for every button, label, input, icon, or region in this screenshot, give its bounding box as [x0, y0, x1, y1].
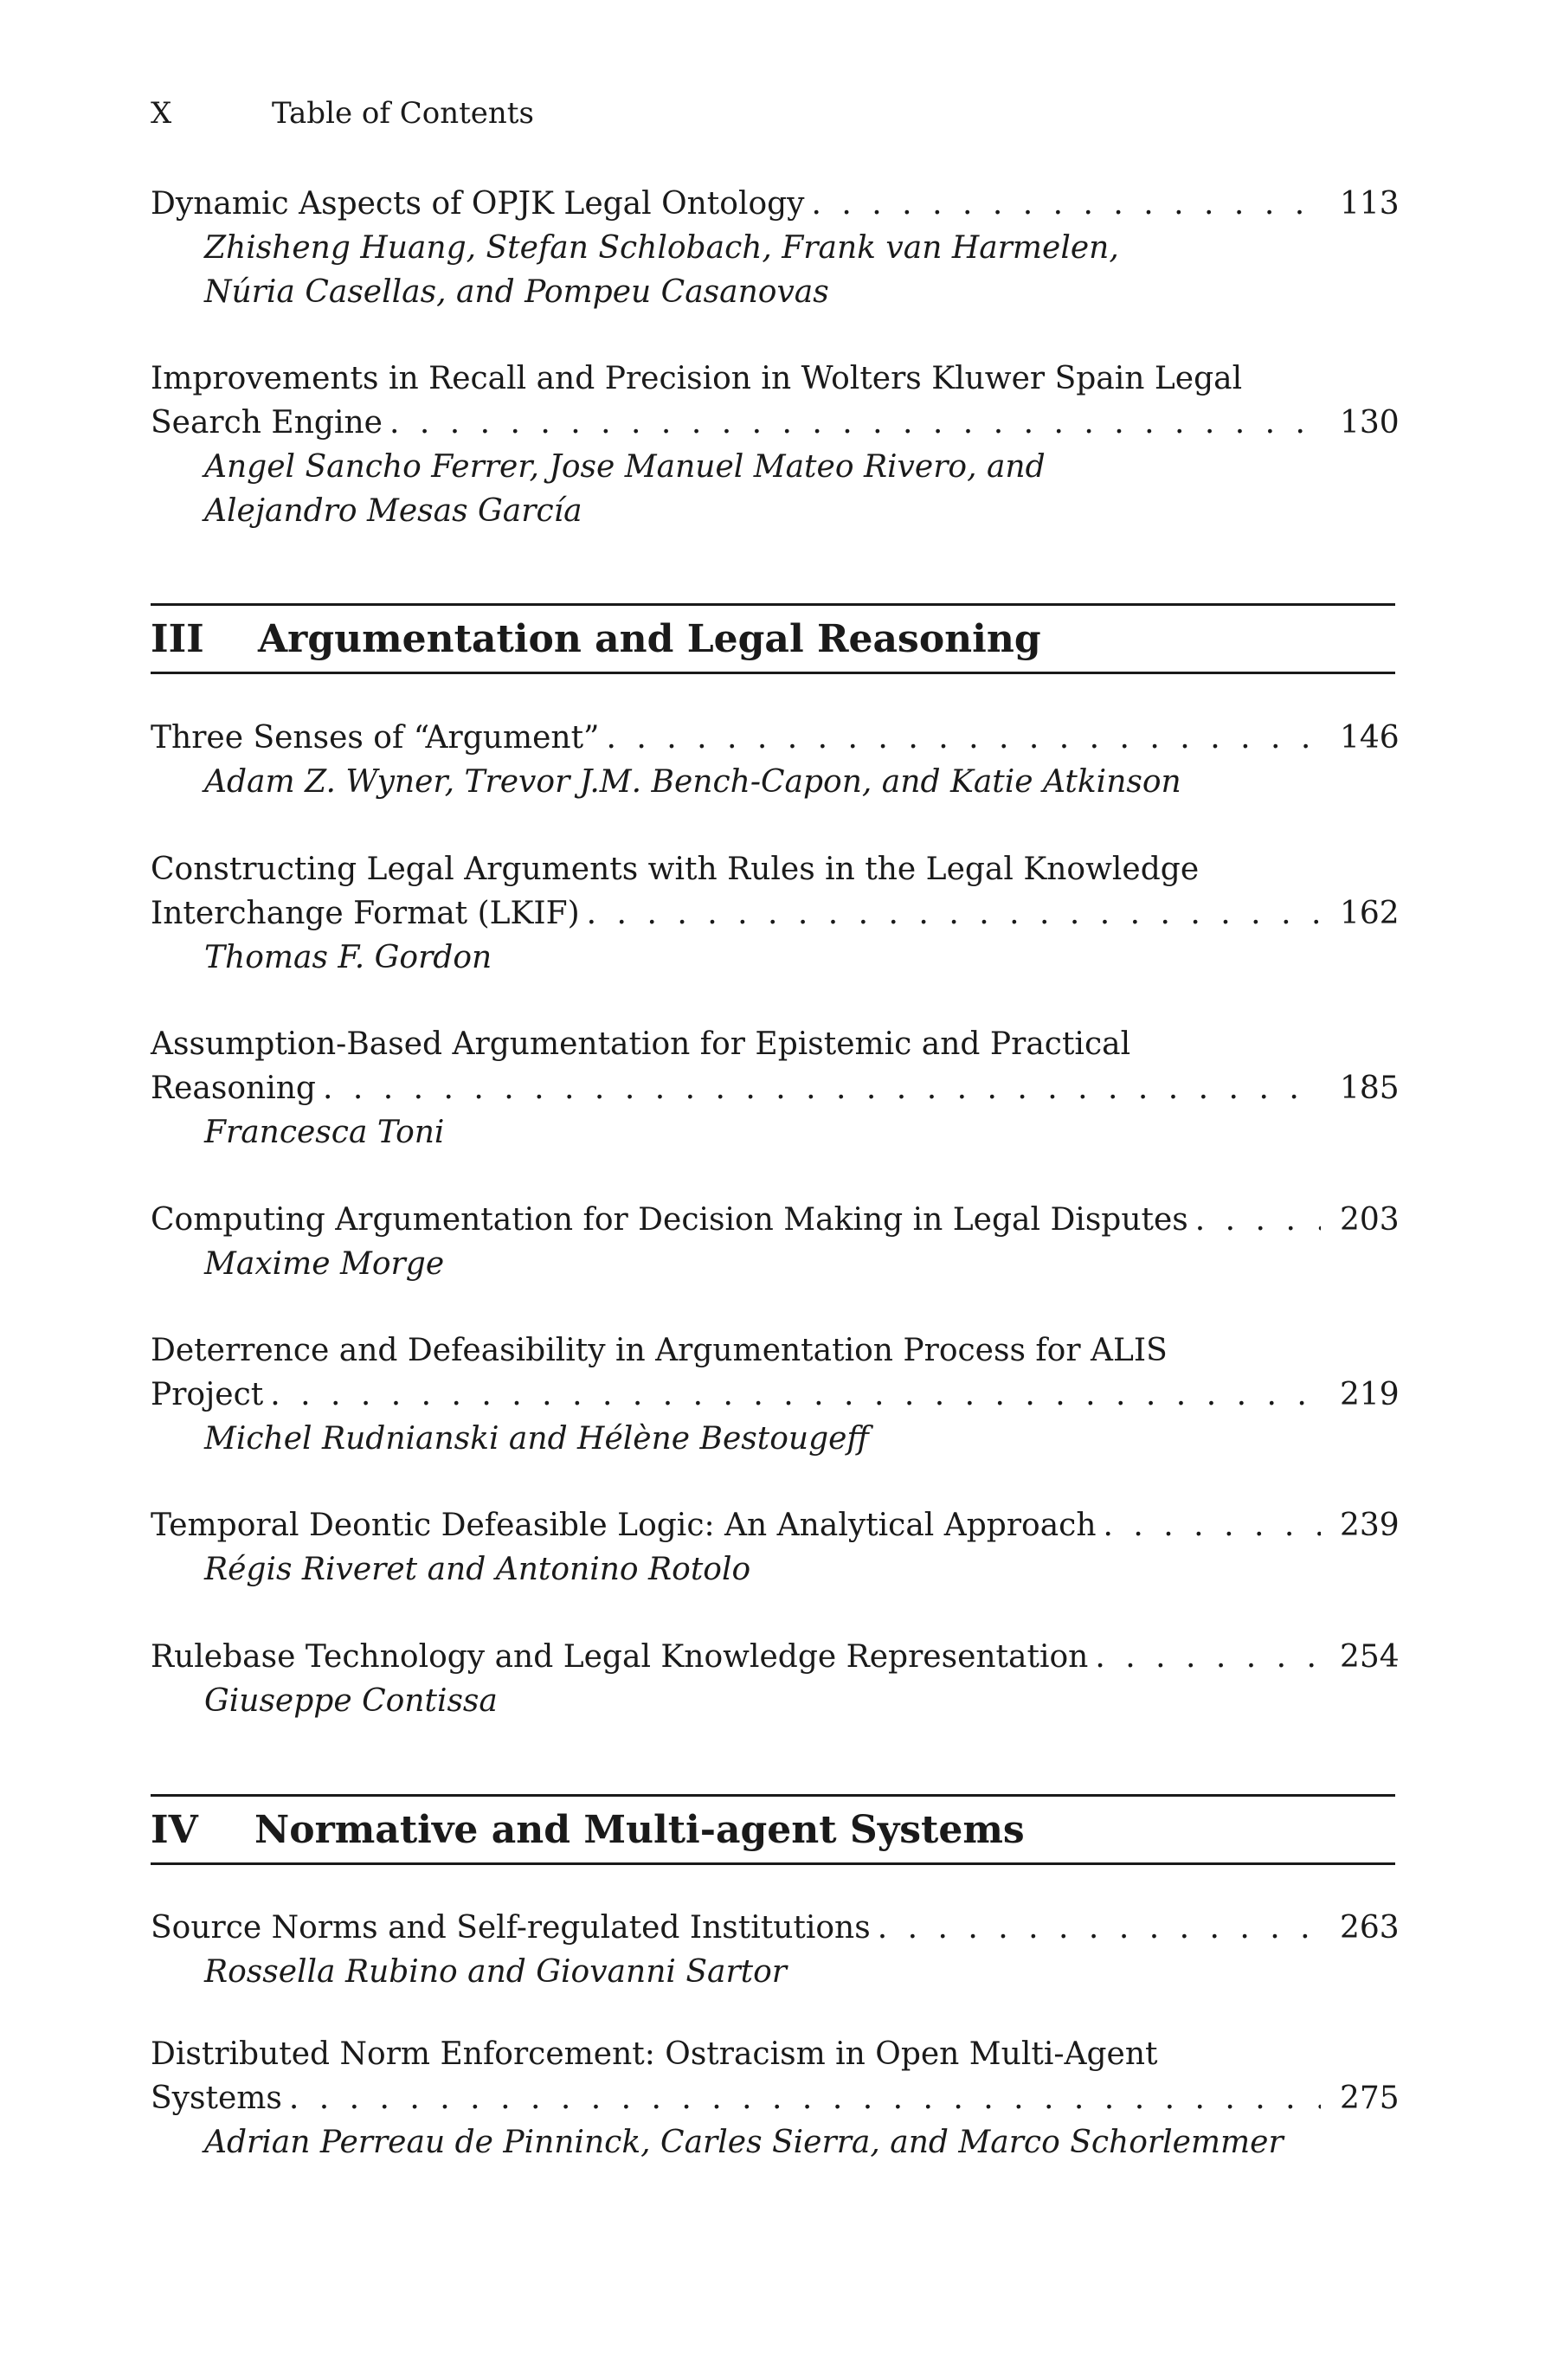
dot-leader: [1104, 1503, 1321, 1547]
entry-page-number: 203: [1340, 1202, 1400, 1238]
entry-page-number: 130: [1340, 405, 1400, 441]
entry-title-line: [151, 182, 1400, 226]
toc-entry: [151, 182, 1400, 314]
entry-authors: Giuseppe Contissa: [204, 1683, 498, 1719]
toc-entry: [151, 1198, 1400, 1286]
dot-leader: [606, 716, 1321, 760]
dot-leader: [323, 1066, 1321, 1110]
entry-title-line: [151, 847, 1395, 891]
entry-title-line: [151, 1503, 1400, 1547]
toc-entry: [151, 2032, 1400, 2165]
entry-authors: Michel Rudnianski and Hélène Bestougeff: [204, 1421, 869, 1457]
toc-entry: [151, 847, 1400, 980]
entry-authors: Adam Z. Wyner, Trevor J.M. Bench-Capon, and Katie Atkinson: [204, 764, 1181, 800]
page-number-roman: X: [151, 96, 172, 131]
entry-title: Distributed Norm Enforcement: Ostracism in Open Multi-Agent: [151, 2036, 1158, 2072]
entry-title-line: [151, 716, 1400, 760]
entry-title: Constructing Legal Arguments with Rules in the Legal Knowledge: [151, 852, 1200, 887]
entry-title: Search Engine: [151, 405, 383, 441]
part-title: Normative and Multi-agent Systems: [254, 1807, 1025, 1852]
entry-page-number: 239: [1340, 1508, 1400, 1543]
entry-authors: Zhisheng Huang, Stefan Schlobach, Frank van Harmelen,: [204, 230, 1119, 266]
entry-authors: Maxime Morge: [204, 1246, 445, 1282]
entry-title-line: [151, 1906, 1400, 1950]
dot-leader: [1095, 1635, 1321, 1679]
part-title: Argumentation and Legal Reasoning: [258, 616, 1041, 661]
entry-title-line: [151, 2032, 1395, 2076]
part-number: III: [151, 616, 204, 661]
entry-page-number: 254: [1340, 1639, 1400, 1675]
entry-page-number: 263: [1340, 1910, 1400, 1946]
entry-page-number: 113: [1340, 186, 1400, 222]
entry-title: Computing Argumentation for Decision Making in Legal Disputes: [151, 1202, 1188, 1238]
toc-entry: [151, 1635, 1400, 1723]
toc-entry: [151, 1906, 1400, 1994]
entry-title: Improvements in Recall and Precision in Wolters Kluwer Spain Legal: [151, 361, 1243, 396]
entry-title: Systems: [151, 2081, 282, 2116]
entry-authors: Francesca Toni: [204, 1115, 445, 1150]
entry-authors: Rossella Rubino and Giovanni Sartor: [204, 1954, 788, 1990]
dot-leader: [587, 891, 1321, 936]
entry-title: Rulebase Technology and Legal Knowledge Representation: [151, 1639, 1089, 1675]
running-head-title: Table of Contents: [272, 96, 534, 131]
entry-title: Three Senses of “Argument”: [151, 720, 600, 756]
entry-title: Interchange Format (LKIF): [151, 896, 580, 931]
dot-leader: [389, 401, 1321, 445]
entry-page-number: 162: [1340, 896, 1400, 931]
dot-leader: [812, 182, 1321, 226]
entry-title-line: [151, 1066, 1400, 1110]
dot-leader: [1195, 1198, 1321, 1242]
dot-leader: [270, 1373, 1321, 1417]
part-heading: [151, 1794, 1395, 1865]
entry-page-number: 185: [1340, 1071, 1400, 1106]
entry-title: Temporal Deontic Defeasible Logic: An Analytical Approach: [151, 1508, 1097, 1543]
entry-page-number: 146: [1340, 720, 1400, 756]
toc-entry: [151, 357, 1400, 533]
toc-entry: [151, 1328, 1400, 1461]
toc-entry: [151, 1022, 1400, 1155]
part-number: IV: [151, 1807, 198, 1852]
part-heading: [151, 603, 1395, 674]
entry-title-line: [151, 891, 1400, 936]
entry-title-line: [151, 1198, 1400, 1242]
entry-title: Source Norms and Self-regulated Institutions: [151, 1910, 871, 1946]
toc-entry: [151, 1503, 1400, 1592]
entry-title-line: [151, 357, 1395, 401]
toc-entry: [151, 716, 1400, 804]
entry-page-number: 219: [1340, 1377, 1400, 1412]
entry-title-line: [151, 1022, 1395, 1066]
entry-title-line: [151, 1635, 1400, 1679]
dot-leader: [289, 2076, 1321, 2120]
entry-authors: Núria Casellas, and Pompeu Casanovas: [204, 274, 829, 310]
entry-authors: Régis Riveret and Antonino Rotolo: [204, 1552, 751, 1587]
entry-authors: Angel Sancho Ferrer, Jose Manuel Mateo Rivero, and: [204, 449, 1046, 485]
entry-authors: Adrian Perreau de Pinninck, Carles Sierra, and Marco Schorlemmer: [204, 2125, 1284, 2160]
entry-title-line: [151, 1373, 1400, 1417]
dot-leader: [878, 1906, 1321, 1950]
entry-title: Reasoning: [151, 1071, 316, 1106]
entry-title-line: [151, 2076, 1400, 2120]
entry-title: Assumption-Based Argumentation for Epistemic and Practical: [151, 1026, 1131, 1062]
entry-title: Dynamic Aspects of OPJK Legal Ontology: [151, 186, 805, 222]
entry-title: Deterrence and Defeasibility in Argumentation Process for ALIS: [151, 1333, 1168, 1368]
entry-authors: Thomas F. Gordon: [204, 940, 492, 975]
entry-title: Project: [151, 1377, 264, 1412]
entry-title-line: [151, 401, 1400, 445]
entry-page-number: 275: [1340, 2081, 1400, 2116]
entry-authors: Alejandro Mesas García: [204, 493, 582, 529]
running-head: [151, 93, 534, 134]
entry-title-line: [151, 1328, 1395, 1373]
